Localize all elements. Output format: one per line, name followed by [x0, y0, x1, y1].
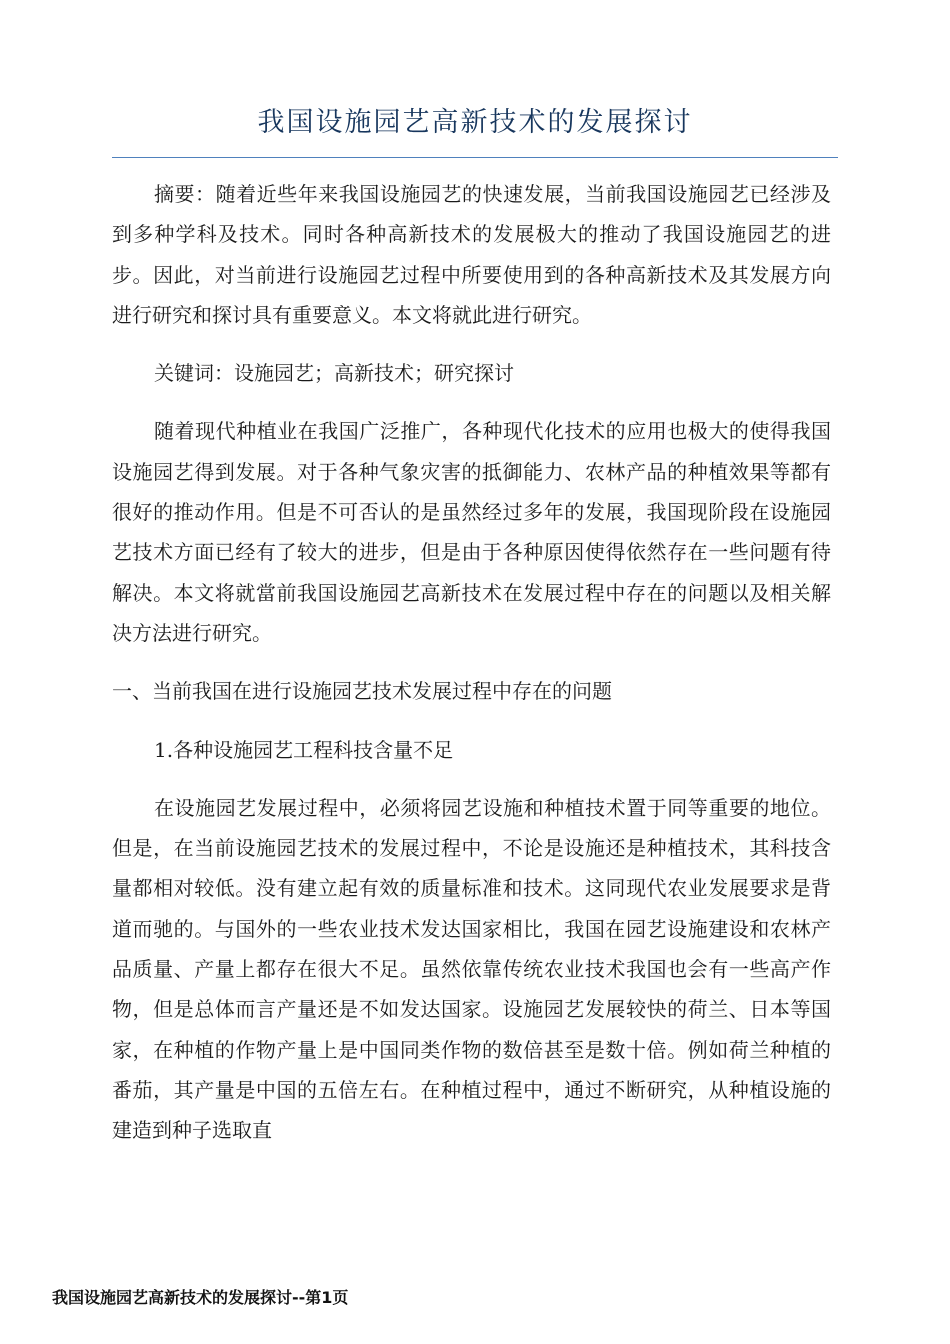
- section-heading-1: 一、当前我国在进行设施园艺技术发展过程中存在的问题: [112, 679, 612, 704]
- keywords-line: 关键词：设施园艺；高新技术；研究探讨: [154, 361, 514, 386]
- intro-paragraph: 随着现代种植业在我国广泛推广，各种现代化技术的应用也极大的使得我国设施园艺得到发展。对于各种气象灾害的抵御能力、农林产品的种植效果等都有很好的推动作用。但是不可否认的是虽然经过多年的发展，我国现阶段在设施园艺技术方面已经有了较大的进步，但是由于各种原因使得依然存在一些问题有待解决。本文将就當前我国设施园艺高新技术在发展过程中存在的问题以及相关解决方法进行研究。: [112, 419, 831, 645]
- document-body: [112, 174, 831, 1169]
- abstract-paragraph: 摘要：随着近些年来我国设施园艺的快速发展，当前我国设施园艺已经涉及到多种学科及技术。同时各种高新技术的发展极大的推动了我国设施园艺的进步。因此，对当前进行设施园艺过程中所要使用到的各种高新技术及其发展方向进行研究和探讨具有重要意义。本文将就此进行研究。: [112, 182, 831, 327]
- page-footer: 我国设施园艺高新技术的发展探讨--第1页: [52, 1288, 349, 1307]
- document-title: 我国设施园艺高新技术的发展探讨: [257, 107, 693, 138]
- title-divider: [112, 157, 838, 158]
- subsection-heading-1: 1.各种设施园艺工程科技含量不足: [154, 737, 454, 762]
- subsection-1-paragraph: 在设施园艺发展过程中，必须将园艺设施和种植技术置于同等重要的地位。但是，在当前设施园艺技术的发展过程中，不论是设施还是种植技术，其科技含量都相对较低。没有建立起有效的质量标准和技术。这同现代农业发展要求是背道而驰的。与国外的一些农业技术发达国家相比，我国在园艺设施建设和农林产品质量、产量上都存在很大不足。虽然依靠传统农业技术我国也会有一些高产作物，但是总体而言产量还是不如发达国家。设施园艺发展较快的荷兰、日本等国家，在种植的作物产量上是中国同类作物的数倍甚至是数十倍。例如荷兰种植的番茄，其产量是中国的五倍左右。在种植过程中，通过不断研究，从种植设施的建造到种子选取直: [112, 795, 831, 1143]
